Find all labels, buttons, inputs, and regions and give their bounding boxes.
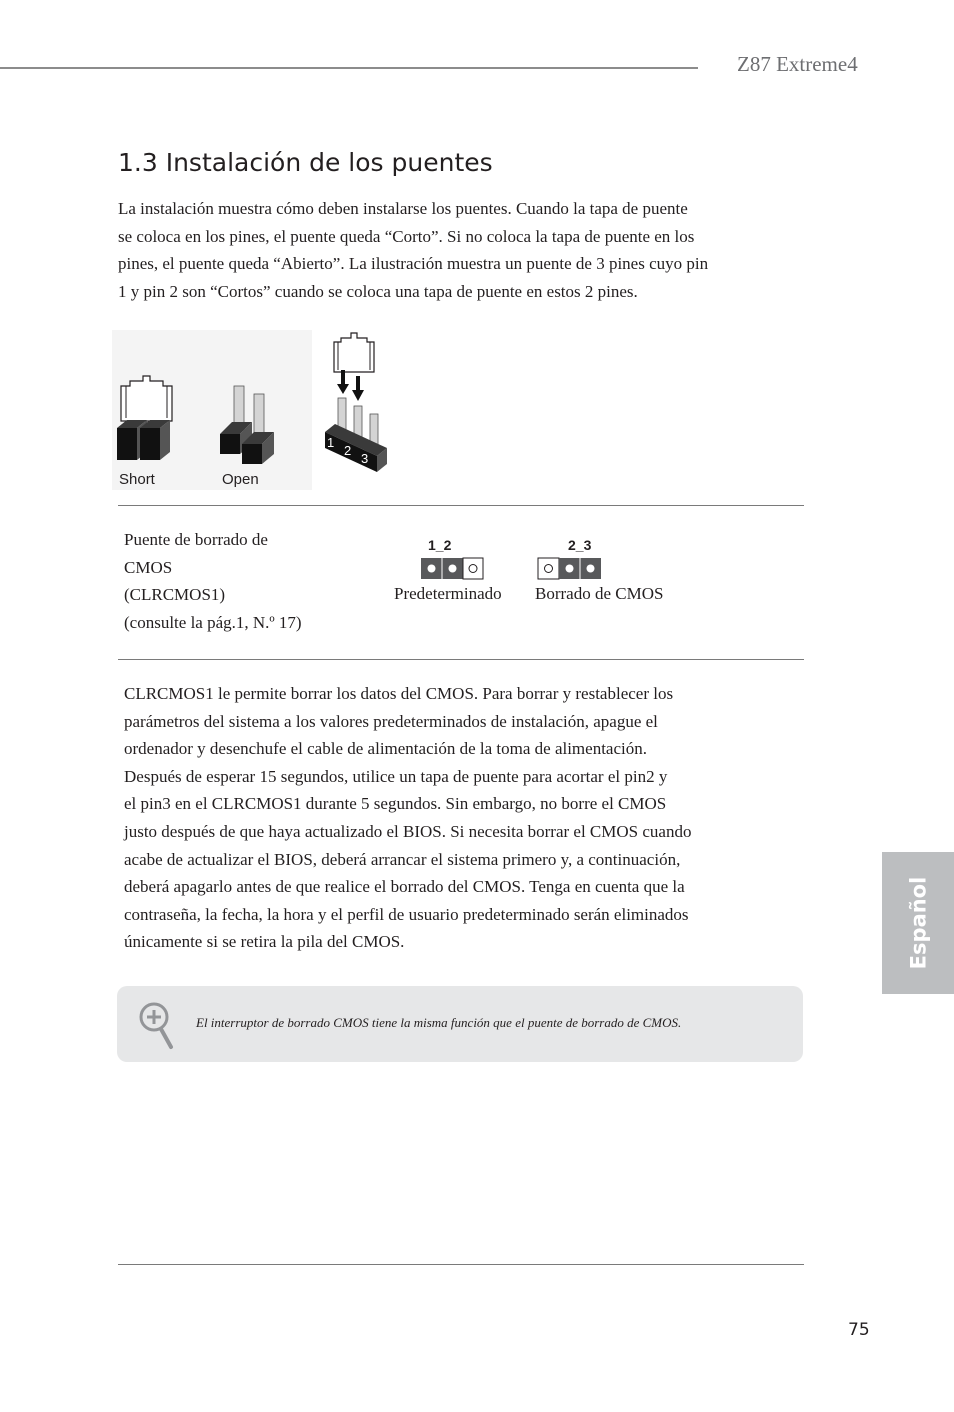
three-pin-jumper-drawing (325, 333, 387, 472)
open-label: Open (222, 471, 259, 488)
body-line: el pin3 en el CLRCMOS1 durante 5 segundos. Sin embargo, no borre el CMOS (124, 794, 667, 814)
caption-clear: Borrado de CMOS (535, 584, 664, 603)
body-line: parámetros del sistema a los valores predeterminados de instalación, apague el (124, 711, 658, 731)
note-text: El interruptor de borrado CMOS tiene la misma función que el puente de borrado de CMOS. (196, 1015, 682, 1030)
jumper-illustration (112, 326, 402, 496)
pin-2 (449, 565, 457, 573)
body-line: deberá apagarlo antes de que realice el borrado del CMOS. Tenga en cuenta que la (124, 877, 685, 897)
jumper-name-line: (consulte la pág.1, N.º 17) (124, 613, 302, 633)
body-paragraph (124, 680, 691, 956)
section-title: 1.3 Instalación de los puentes (118, 148, 493, 177)
intro-line: La instalación muestra cómo deben instalarse los puentes. Cuando la tapa de puente (118, 199, 688, 218)
pins-label-clear: 2_3 (568, 537, 592, 553)
body-line: Después de esperar 15 segundos, utilice un tapa de puente para acortar el pin2 y (124, 766, 668, 786)
language-side-tab-label-wrap (882, 852, 954, 994)
pin-3 (587, 565, 595, 573)
product-title: Z87 Extreme4 (737, 52, 858, 76)
body-line: acabe de actualizar el BIOS, deberá arrancar el sistema primero y, a continuación, (124, 849, 681, 869)
jumper-name-line: CMOS (124, 557, 173, 577)
table-top-rule (118, 505, 804, 506)
pin-1 (428, 565, 436, 573)
short-label: Short (119, 471, 155, 488)
short-jumper-drawing (117, 376, 172, 460)
body-line: CLRCMOS1 le permite borrar los datos del CMOS. Para borrar y restablecer los (124, 684, 674, 703)
pin-2 (566, 565, 574, 573)
body-line: únicamente si se retira la pila del CMOS. (124, 932, 405, 952)
body-line: justo después de que haya actualizado el BIOS. Si necesita borrar el CMOS cuando (124, 821, 692, 841)
jumper-setting-default (418, 534, 488, 582)
magnifier-plus-icon (138, 1000, 176, 1050)
table-bottom-rule (118, 659, 804, 660)
pins-label-default: 1_2 (428, 537, 452, 553)
pin-number: 3 (361, 451, 369, 466)
body-line: ordenador y desenchufe el cable de alimentación de la toma de alimentación. (124, 739, 647, 759)
intro-line: se coloca en los pines, el puente queda “Corto”. Si no coloca la tapa de puente en los (118, 226, 695, 246)
caption-default: Predeterminado (394, 584, 502, 603)
body-line: contraseña, la fecha, la hora y el perfil de usuario predeterminado serán eliminados (124, 904, 689, 924)
pin-number: 2 (344, 443, 352, 458)
jumper-setting-clear (536, 534, 606, 582)
header-rule (0, 67, 698, 69)
intro-paragraph (118, 195, 708, 305)
pin-number: 1 (327, 435, 335, 450)
footer-rule (118, 1264, 804, 1265)
language-side-tab-label: Español (906, 876, 930, 970)
intro-line: 1 y pin 2 son “Cortos” cuando se coloca una tapa de puente en estos 2 pines. (118, 281, 638, 301)
jumper-name-line: Puente de borrado de (124, 530, 268, 549)
jumper-name-line: (CLRCMOS1) (124, 585, 226, 605)
page-number: 75 (848, 1320, 870, 1340)
intro-line: pines, el puente queda “Abierto”. La ilustración muestra un puente de 3 pines cuyo pin (118, 254, 709, 274)
jumper-name (124, 526, 302, 637)
